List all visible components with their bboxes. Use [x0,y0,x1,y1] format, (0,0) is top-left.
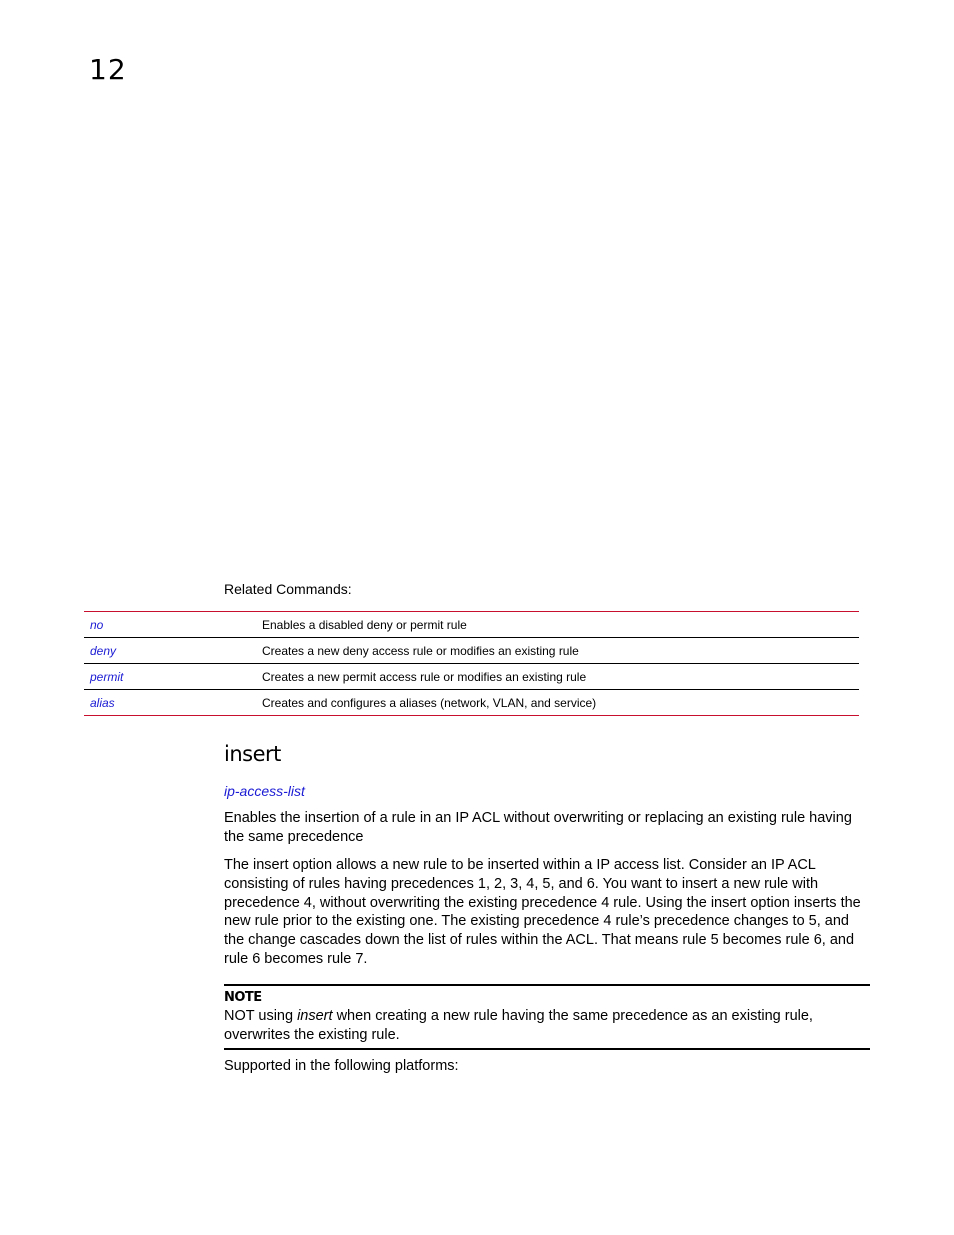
command-link-no[interactable]: no [84,612,256,638]
table-row [84,664,859,690]
note-label: NOTE [224,990,262,1005]
breadcrumb-link-ip-access-list[interactable]: ip-access-list [224,783,305,799]
note-box [224,984,870,1050]
command-link-alias[interactable]: alias [90,695,115,710]
table-row [84,690,859,716]
table-row [84,638,859,664]
explanation-paragraph: The insert option allows a new rule to be inserted within a IP access list. Consider an IP ACL consisting of rules having precedences 1, 2, 3, 4, 5, and 6. You want to insert a new rule with precedence 4, without overwriting the existing precedence 4 rule. Using the insert option inserts the new rule prior to the existing one. The existing precedence 4 rule’s precedence changes to 5, and the change cascades down the list of rules within the ACL. That means rule 5 becomes rule 6, and rule 6 becomes rule 7. [224,857,861,967]
section-title: insert [224,742,281,766]
command-link-permit[interactable]: permit [84,664,256,690]
command-description: Creates a new deny access rule or modifies an existing rule [256,638,859,664]
description-paragraph: Enables the insertion of a rule in an IP ACL without overwriting or replacing an existing rule having the same precedence [224,810,852,845]
command-description: Creates a new permit access rule or modifies an existing rule [256,664,859,690]
note-text-after: when creating a new rule having the same precedence as an existing rule, overwrites the existing rule. [224,1008,813,1043]
command-description: Creates and configures a aliases (network, VLAN, and service) [262,695,597,710]
note-emphasis: insert [297,1008,333,1024]
command-link-deny[interactable]: deny [84,638,256,664]
note-text [224,1007,844,1045]
related-commands-heading: Related Commands: [224,581,352,597]
chapter-number: 12 [89,53,127,86]
table-row [84,612,859,638]
command-description: Enables a disabled deny or permit rule [256,612,859,638]
platforms-intro: Supported in the following platforms: [224,1058,459,1074]
related-commands-table [84,611,859,716]
note-text-before: NOT using [224,1008,298,1024]
